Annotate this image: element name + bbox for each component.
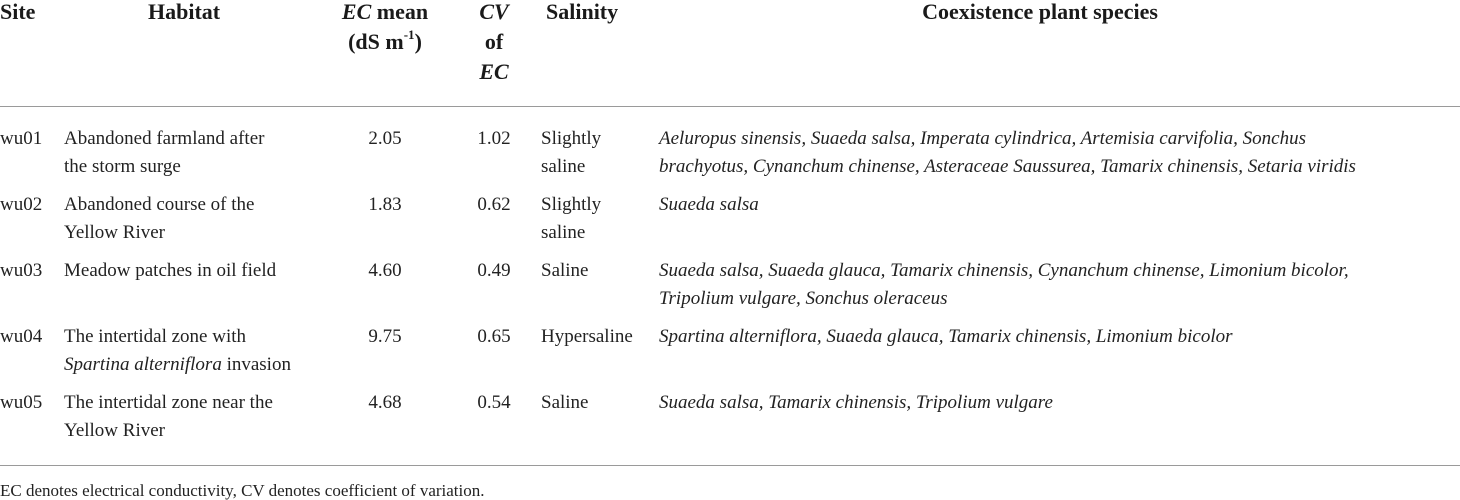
cell-site: wu03 [0, 260, 43, 281]
cell-species-line1: Suaeda salsa, Suaeda glauca, Tamarix chinensis, Cynanchum chinense, Limonium bicolor, [659, 260, 1349, 281]
cell-habitat-line2: Yellow River [64, 222, 165, 243]
cell-species-line1: Aeluropus sinensis, Suaeda salsa, Imperata cylindrica, Artemisia carvifolia, Sonchus [659, 128, 1307, 149]
header-ec-unit-prefix: (dS m [348, 29, 404, 54]
cell-cv: 1.02 [477, 128, 511, 149]
cell-ec-mean: 4.68 [368, 392, 402, 413]
header-site: Site [0, 0, 36, 24]
cell-habitat-line1: Meadow patches in oil field [64, 260, 277, 281]
header-divider [0, 106, 1460, 107]
header-cv-line1: CV [479, 0, 509, 24]
cell-salinity-line1: Slightly [541, 194, 602, 215]
cell-species-line1: Suaeda salsa [659, 194, 759, 215]
cell-salinity-line2: saline [541, 156, 586, 177]
cell-salinity-line2: saline [541, 222, 586, 243]
cell-salinity-line1: Slightly [541, 128, 602, 149]
cell-ec-mean: 9.75 [368, 326, 402, 347]
cell-habitat-line1: The intertidal zone near the [64, 392, 273, 413]
cell-habitat-line2-rest: invasion [221, 354, 291, 375]
cell-site: wu02 [0, 194, 43, 215]
table-footnote: EC denotes electrical conductivity, CV denotes coefficient of variation. [0, 481, 485, 500]
header-ec-mean-rest: mean [371, 0, 429, 24]
cell-ec-mean: 2.05 [368, 128, 402, 149]
header-cv-line2: of [484, 29, 504, 54]
cell-species-line1: Spartina alterniflora, Suaeda glauca, Tamarix chinensis, Limonium bicolor [659, 326, 1233, 347]
header-species: Coexistence plant species [922, 0, 1158, 24]
cell-habitat-line1: Abandoned course of the [64, 194, 255, 215]
cell-species-line2: Tripolium vulgare, Sonchus oleraceus [659, 288, 948, 309]
cell-site: wu01 [0, 128, 43, 149]
header-ec-unit-suffix: ) [414, 29, 422, 54]
cell-ec-mean: 4.60 [368, 260, 402, 281]
cell-ec-mean: 1.83 [368, 194, 402, 215]
header-ec-unit [330, 27, 440, 57]
cell-salinity-line1: Saline [541, 392, 589, 413]
cell-habitat-line2: the storm surge [64, 156, 181, 177]
header-ec-mean [330, 0, 440, 27]
cell-cv: 0.65 [477, 326, 511, 347]
cell-species-line1: Suaeda salsa, Tamarix chinensis, Tripolium vulgare [659, 392, 1053, 413]
cell-cv: 0.54 [477, 392, 511, 413]
header-cv-line3: EC [479, 59, 509, 84]
header-salinity: Salinity [546, 0, 619, 24]
cell-salinity-line1: Saline [541, 260, 589, 281]
cell-habitat-line2: Yellow River [64, 420, 165, 441]
bottom-divider [0, 465, 1460, 466]
cell-habitat-line1: Abandoned farmland after [64, 128, 265, 149]
cell-habitat-line2 [64, 351, 291, 379]
header-ec-unit-sup: -1 [403, 26, 415, 42]
cell-habitat-line2-italic: Spartina alterniflora [64, 354, 222, 375]
header-ec-mean-italic: EC [341, 0, 372, 24]
cell-cv: 0.49 [477, 260, 511, 281]
cell-site: wu05 [0, 392, 43, 413]
cell-habitat-line1: The intertidal zone with [64, 326, 247, 347]
header-habitat: Habitat [148, 0, 221, 24]
cell-salinity-line1: Hypersaline [541, 326, 633, 347]
cell-site: wu04 [0, 326, 43, 347]
cell-cv: 0.62 [477, 194, 511, 215]
cell-species-line2: brachyotus, Cynanchum chinense, Asteraceae Saussurea, Tamarix chinensis, Setaria viridis [659, 156, 1356, 177]
